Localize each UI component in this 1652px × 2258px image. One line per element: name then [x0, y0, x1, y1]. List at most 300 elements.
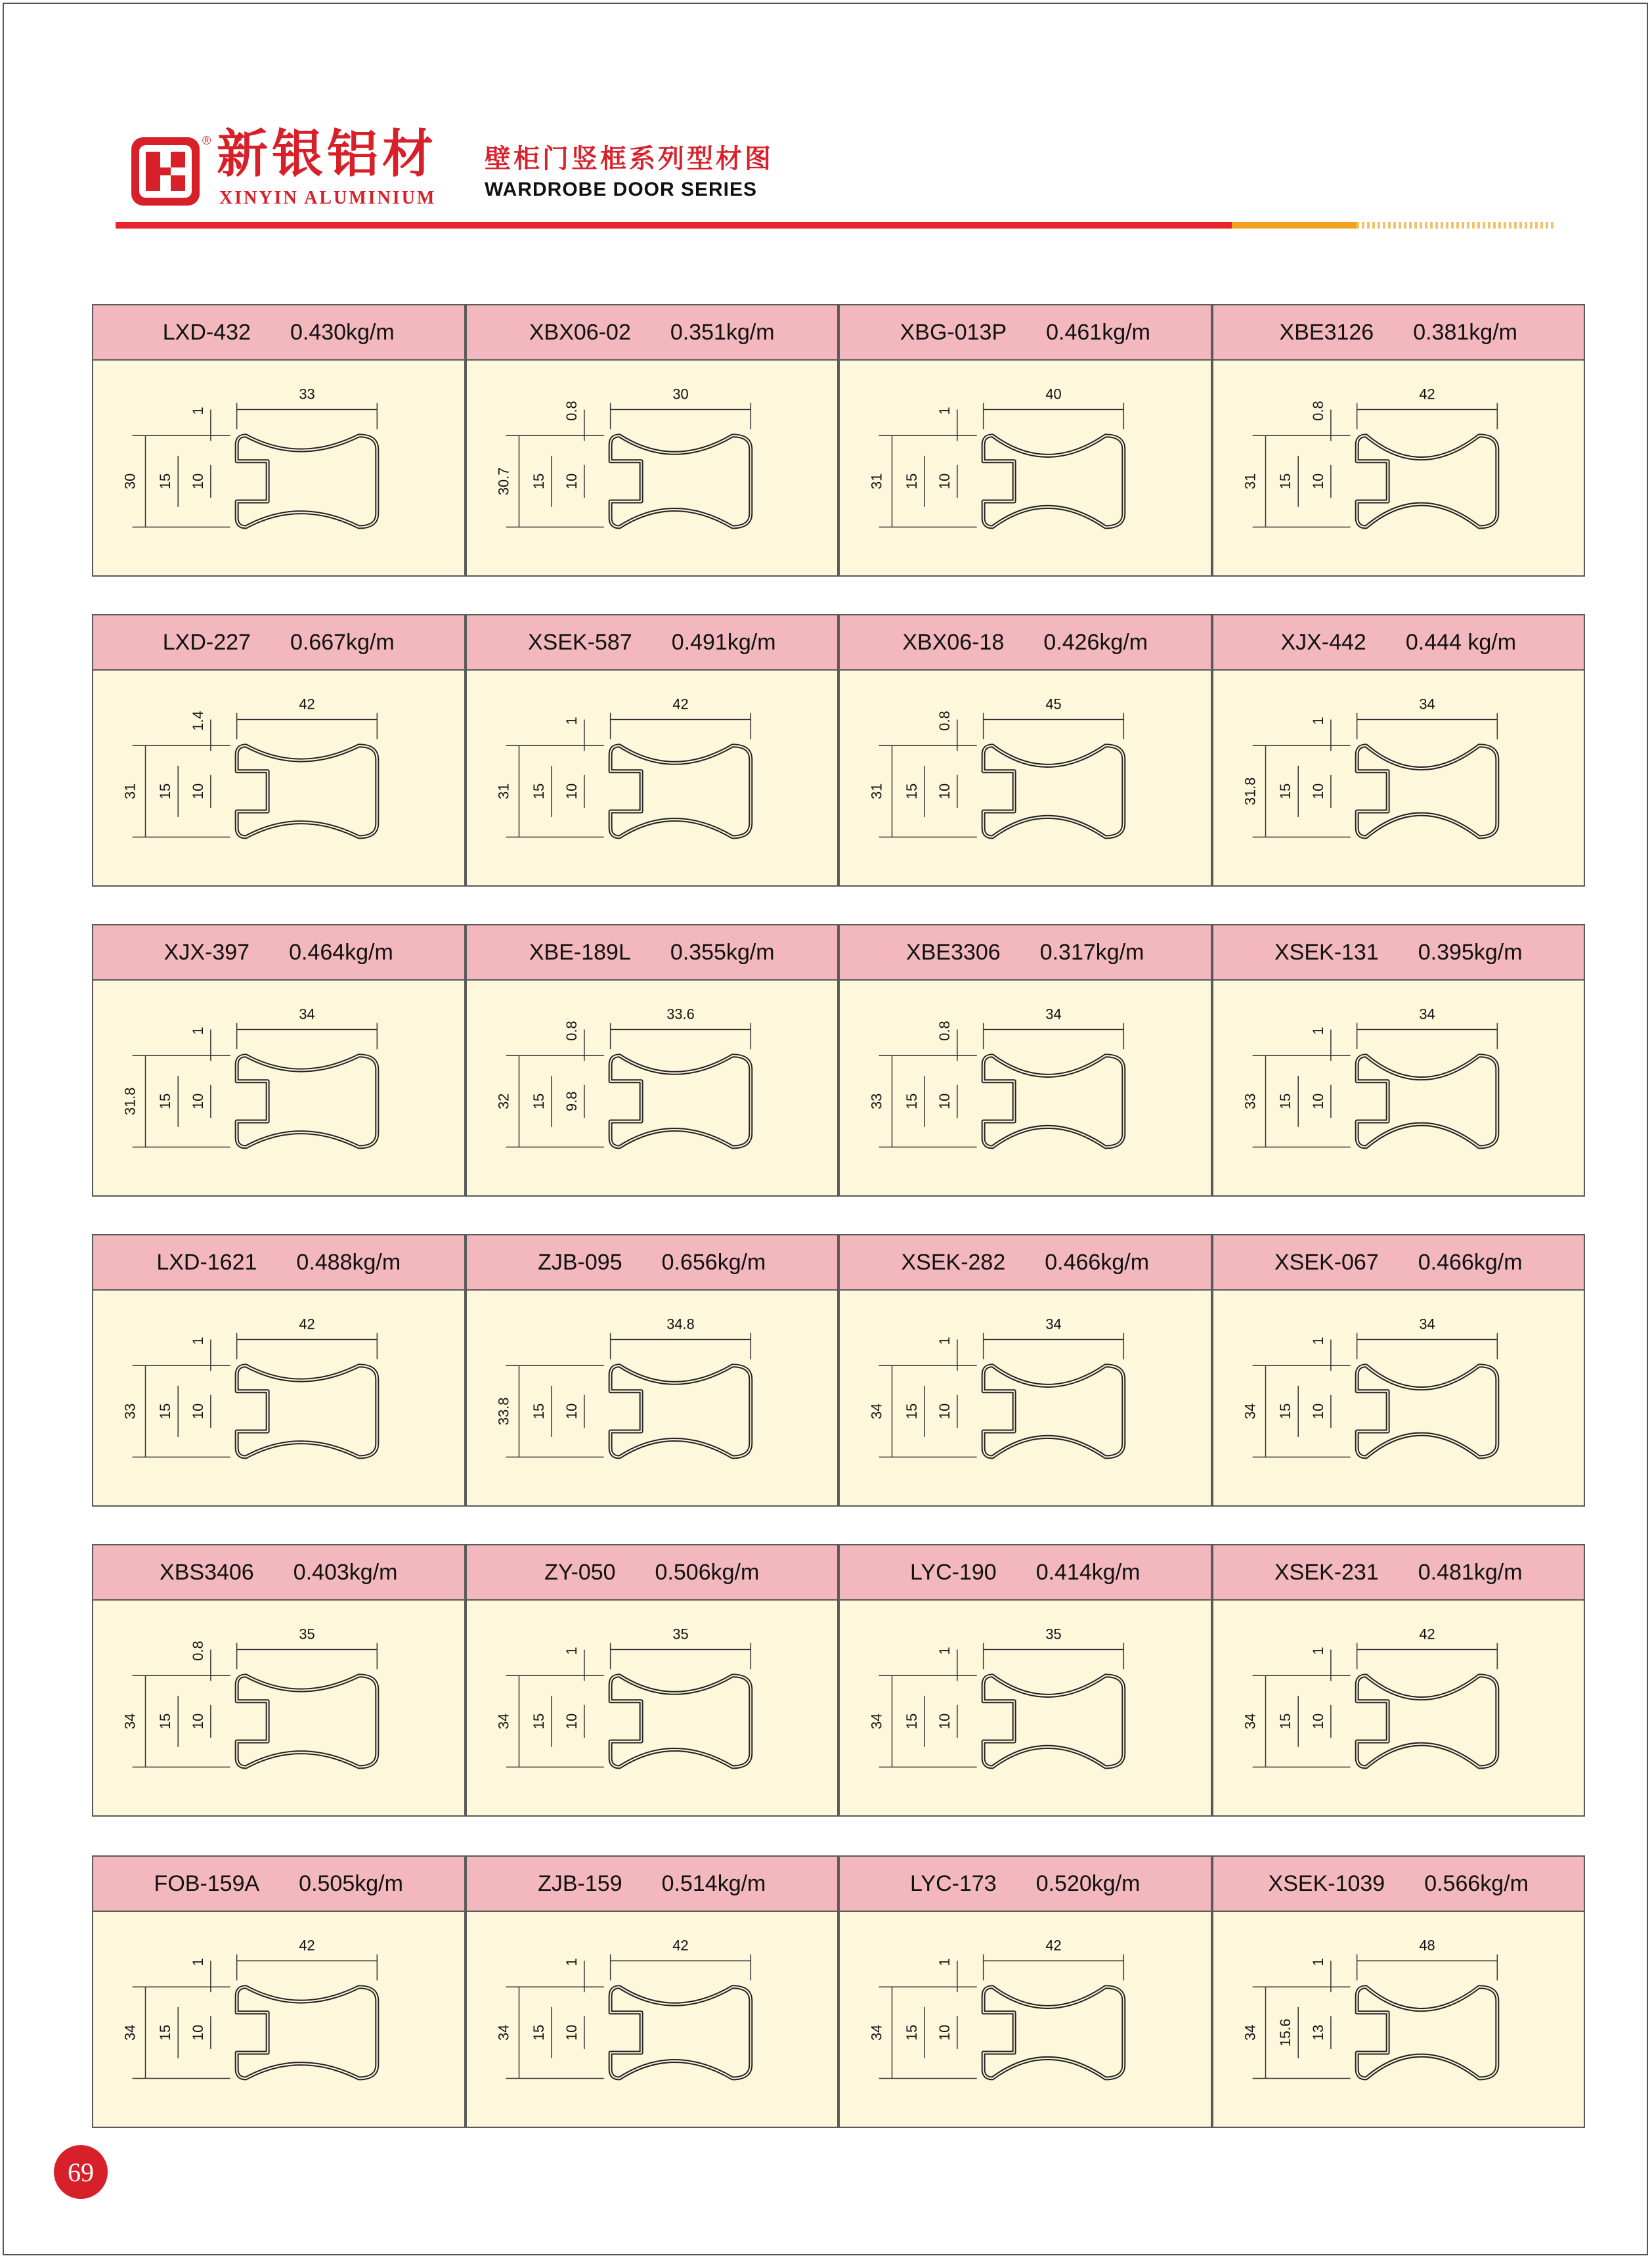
- wall-thickness-label: 1: [189, 1337, 206, 1345]
- profile-card: [92, 614, 466, 887]
- xinyin-logo: [129, 135, 202, 208]
- height-dimension-label: 31.8: [1241, 777, 1258, 806]
- profile-drawing-area: [93, 671, 464, 885]
- inner-dimension-label: 10: [936, 473, 953, 490]
- profile-cross-section-drawing: [1213, 1291, 1584, 1505]
- wall-thickness-label: 0.8: [936, 1021, 953, 1041]
- profile-card: [466, 924, 839, 1197]
- profile-card: [92, 1234, 466, 1507]
- profile-outline: [984, 435, 1124, 527]
- profile-row: [92, 924, 1585, 1197]
- profile-outline-inner: [984, 1987, 1124, 2078]
- profile-card: [466, 304, 839, 577]
- profile-drawing-area: [467, 1601, 838, 1815]
- profile-header: [840, 1235, 1211, 1291]
- profile-outline-inner: [610, 435, 750, 527]
- height-dimension-label: 33: [868, 1093, 885, 1110]
- profile-outline-inner: [1357, 1675, 1497, 1767]
- slot-dimension-label: 15: [157, 1713, 174, 1730]
- slot-dimension-label: 15: [903, 1713, 921, 1730]
- height-dimension-label: 31.8: [121, 1087, 139, 1116]
- profile-card: [1212, 1544, 1586, 1817]
- slot-dimension-label: 15: [530, 1093, 547, 1110]
- profile-card: [838, 1544, 1212, 1817]
- wall-thickness-label: 1: [1309, 717, 1326, 725]
- profile-drawing-area: [467, 981, 838, 1195]
- profile-drawing-area: [1213, 1291, 1584, 1505]
- profile-outline: [1357, 745, 1497, 837]
- profile-row: [92, 304, 1585, 577]
- wall-thickness-label: 1: [936, 1647, 953, 1655]
- height-dimension-label: 31: [494, 783, 511, 800]
- inner-dimension-label: 10: [936, 1403, 953, 1420]
- profile-card: [92, 304, 466, 577]
- wall-thickness-label: 1: [936, 407, 953, 415]
- profile-weight: 0.317kg/m: [1039, 939, 1144, 965]
- profile-weight: 0.481kg/m: [1418, 1559, 1523, 1585]
- profile-card: [838, 1855, 1212, 2128]
- height-dimension-label: 33: [1241, 1093, 1258, 1110]
- profile-outline: [1357, 1055, 1497, 1147]
- inner-dimension-label: 10: [936, 783, 953, 800]
- profile-outline: [237, 1055, 378, 1147]
- width-dimension-label: 34.8: [666, 1316, 695, 1333]
- wall-thickness-label: 1: [189, 407, 206, 415]
- page-number: 69: [54, 2145, 108, 2199]
- height-dimension-label: 34: [868, 2024, 885, 2041]
- profile-drawing-area: [467, 1291, 838, 1505]
- slot-dimension-label: 15: [157, 1403, 174, 1420]
- slot-dimension-label: 15: [157, 473, 174, 490]
- profile-code: XBE3126: [1279, 319, 1374, 345]
- profile-outline: [237, 1365, 378, 1457]
- profile-header: [467, 1857, 838, 1912]
- wall-thickness-label: 1: [563, 717, 580, 725]
- profile-card: [1212, 1855, 1586, 2128]
- profile-weight: 0.466kg/m: [1045, 1249, 1150, 1275]
- profile-header: [1213, 1235, 1584, 1291]
- profile-drawing-area: [1213, 1912, 1584, 2127]
- profile-drawing-area: [840, 1601, 1211, 1815]
- profile-code: FOB-159A: [154, 1871, 260, 1896]
- profile-cross-section-drawing: [467, 1601, 838, 1815]
- profile-weight: 0.514kg/m: [661, 1871, 766, 1896]
- profile-outline-inner: [1357, 1987, 1497, 2078]
- height-dimension-label: 32: [494, 1093, 511, 1110]
- profile-weight: 0.430kg/m: [290, 319, 395, 345]
- inner-dimension-label: 10: [1309, 1713, 1326, 1730]
- slot-dimension-label: 15: [1276, 783, 1293, 800]
- profile-drawing-area: [467, 361, 838, 575]
- height-dimension-label: 31: [1241, 473, 1258, 490]
- profile-cross-section-drawing: [1213, 1912, 1584, 2127]
- height-dimension-label: 34: [121, 1713, 139, 1730]
- profile-drawing-area: [840, 671, 1211, 885]
- header-rule-dots: [1357, 222, 1554, 229]
- slot-dimension-label: 15: [530, 1403, 547, 1420]
- profile-card: [92, 924, 466, 1197]
- slot-dimension-label: 15: [903, 2024, 921, 2041]
- profile-weight: 0.395kg/m: [1418, 939, 1523, 965]
- profile-cross-section-drawing: [840, 1291, 1211, 1505]
- profile-outline: [610, 1987, 750, 2078]
- profile-outline: [1357, 1675, 1497, 1767]
- series-title-cn: 壁柜门竖框系列型材图: [485, 144, 773, 174]
- slot-dimension-label: 15: [903, 1403, 921, 1420]
- profile-drawing-area: [1213, 1601, 1584, 1815]
- width-dimension-label: 35: [1045, 1626, 1062, 1643]
- profile-outline-inner: [610, 1365, 750, 1457]
- wall-thickness-label: 1: [563, 1647, 580, 1655]
- inner-dimension-label: 10: [563, 1403, 580, 1420]
- wall-thickness-label: 0.8: [189, 1641, 206, 1661]
- profile-cross-section-drawing: [467, 981, 838, 1195]
- height-dimension-label: 34: [494, 1713, 511, 1730]
- inner-dimension-label: 10: [189, 1713, 206, 1730]
- slot-dimension-label: 15: [157, 1093, 174, 1110]
- profile-header: [840, 925, 1211, 981]
- width-dimension-label: 42: [299, 696, 315, 713]
- width-dimension-label: 42: [1045, 1937, 1062, 1954]
- profile-header: [1213, 615, 1584, 671]
- slot-dimension-label: 15: [530, 783, 547, 800]
- profile-row: [92, 1855, 1585, 2128]
- profile-weight: 0.566kg/m: [1424, 1871, 1529, 1896]
- profile-cross-section-drawing: [93, 1291, 464, 1505]
- brand-name-en: XINYIN ALUMINIUM: [219, 188, 437, 208]
- inner-dimension-label: 10: [189, 473, 206, 490]
- profile-drawing-area: [840, 1291, 1211, 1505]
- profile-header: [467, 305, 838, 361]
- profile-code: ZY-050: [544, 1559, 616, 1585]
- inner-dimension-label: 10: [936, 1713, 953, 1730]
- profile-weight: 0.506kg/m: [655, 1559, 760, 1585]
- profile-outline: [610, 1365, 750, 1457]
- profile-outline-inner: [1357, 745, 1497, 837]
- profile-outline-inner: [610, 1987, 750, 2078]
- profile-card: [838, 614, 1212, 887]
- profile-code: LXD-432: [162, 319, 251, 345]
- profile-card: [838, 304, 1212, 577]
- inner-dimension-label: 9.8: [563, 1091, 580, 1112]
- wall-thickness-label: 1: [1309, 1027, 1326, 1035]
- inner-dimension-label: 10: [189, 1403, 206, 1420]
- slot-dimension-label: 15: [903, 1093, 921, 1110]
- profile-outline: [984, 1365, 1124, 1457]
- profile-weight: 0.488kg/m: [296, 1249, 401, 1275]
- inner-dimension-label: 10: [563, 473, 580, 490]
- width-dimension-label: 42: [299, 1316, 315, 1333]
- profile-card: [1212, 304, 1586, 577]
- profile-card: [466, 1234, 839, 1507]
- profile-header: [840, 1545, 1211, 1601]
- profile-outline: [237, 1675, 378, 1767]
- profile-card: [466, 1544, 839, 1817]
- inner-dimension-label: 10: [563, 2024, 580, 2041]
- profile-cross-section-drawing: [1213, 361, 1584, 575]
- profile-code: XJX-397: [163, 939, 250, 965]
- height-dimension-label: 31: [868, 473, 885, 490]
- profile-outline-inner: [984, 1055, 1124, 1147]
- profile-code: LYC-173: [910, 1871, 997, 1896]
- slot-dimension-label: 15: [157, 2024, 174, 2041]
- profile-cross-section-drawing: [93, 1601, 464, 1815]
- profile-outline-inner: [984, 1675, 1124, 1767]
- profile-header: [93, 1857, 464, 1912]
- width-dimension-label: 33: [299, 386, 315, 403]
- profile-outline: [1357, 1365, 1497, 1457]
- profile-cross-section-drawing: [1213, 671, 1584, 885]
- wall-thickness-label: 1: [1309, 1958, 1326, 1966]
- profile-cross-section-drawing: [93, 671, 464, 885]
- profile-drawing-area: [467, 671, 838, 885]
- profile-outline: [984, 1055, 1124, 1147]
- width-dimension-label: 35: [299, 1626, 315, 1643]
- profile-outline: [237, 1987, 378, 2078]
- profile-card: [838, 1234, 1212, 1507]
- profile-drawing-area: [93, 361, 464, 575]
- wall-thickness-label: 1: [1309, 1647, 1326, 1655]
- height-dimension-label: 34: [1241, 1403, 1258, 1420]
- height-dimension-label: 34: [494, 2024, 511, 2041]
- profile-weight: 0.444 kg/m: [1405, 629, 1517, 655]
- height-dimension-label: 31: [121, 783, 139, 800]
- profile-header: [93, 925, 464, 981]
- width-dimension-label: 34: [1045, 1316, 1062, 1333]
- profile-drawing-area: [840, 981, 1211, 1195]
- wall-thickness-label: 0.8: [563, 1021, 580, 1041]
- profile-cross-section-drawing: [1213, 1601, 1584, 1815]
- profile-weight: 0.351kg/m: [670, 319, 775, 345]
- header-rule-accent: [1232, 222, 1357, 229]
- slot-dimension-label: 15.6: [1276, 2018, 1293, 2047]
- profile-cross-section-drawing: [840, 671, 1211, 885]
- height-dimension-label: 34: [1241, 1713, 1258, 1730]
- profile-outline-inner: [1357, 1055, 1497, 1147]
- width-dimension-label: 34: [1418, 696, 1435, 713]
- inner-dimension-label: 10: [936, 1093, 953, 1110]
- profile-outline: [237, 435, 378, 527]
- width-dimension-label: 42: [1418, 386, 1435, 403]
- width-dimension-label: 42: [299, 1937, 315, 1954]
- width-dimension-label: 34: [299, 1006, 315, 1023]
- brand-name-cn: 新银铝材: [217, 124, 438, 184]
- width-dimension-label: 30: [672, 386, 689, 403]
- profile-drawing-area: [1213, 361, 1584, 575]
- wall-thickness-label: 1.4: [189, 711, 206, 731]
- width-dimension-label: 42: [672, 696, 689, 713]
- width-dimension-label: 42: [1418, 1626, 1435, 1643]
- profile-header: [467, 1545, 838, 1601]
- width-dimension-label: 34: [1418, 1316, 1435, 1333]
- profile-header: [93, 615, 464, 671]
- height-dimension-label: 34: [868, 1713, 885, 1730]
- profile-header: [840, 305, 1211, 361]
- profile-drawing-area: [93, 1912, 464, 2127]
- profile-weight: 0.505kg/m: [299, 1871, 403, 1896]
- profile-cross-section-drawing: [467, 671, 838, 885]
- profile-outline-inner: [610, 745, 750, 837]
- wall-thickness-label: 1: [563, 1958, 580, 1966]
- profile-outline: [984, 1987, 1124, 2078]
- slot-dimension-label: 15: [903, 473, 921, 490]
- series-title-en: WARDROBE DOOR SERIES: [485, 179, 758, 200]
- profile-cross-section-drawing: [467, 361, 838, 575]
- profile-cross-section-drawing: [93, 981, 464, 1195]
- slot-dimension-label: 15: [530, 2024, 547, 2041]
- inner-dimension-label: 10: [1309, 473, 1326, 490]
- wall-thickness-label: 1: [936, 1958, 953, 1966]
- height-dimension-label: 34: [868, 1403, 885, 1420]
- profile-drawing-area: [1213, 671, 1584, 885]
- inner-dimension-label: 13: [1309, 2024, 1326, 2041]
- profile-weight: 0.403kg/m: [293, 1559, 398, 1585]
- registered-mark: ®: [202, 134, 211, 147]
- profile-code: XSEK-067: [1274, 1249, 1379, 1275]
- profile-card: [1212, 614, 1586, 887]
- profile-weight: 0.466kg/m: [1418, 1249, 1523, 1275]
- profile-card: [1212, 924, 1586, 1197]
- inner-dimension-label: 10: [189, 1093, 206, 1110]
- slot-dimension-label: 15: [530, 1713, 547, 1730]
- profile-drawing-area: [840, 1912, 1211, 2127]
- inner-dimension-label: 10: [189, 783, 206, 800]
- profile-header: [1213, 305, 1584, 361]
- profile-outline-inner: [610, 1055, 750, 1147]
- profile-outline-inner: [1357, 1365, 1497, 1457]
- profile-weight: 0.461kg/m: [1046, 319, 1150, 345]
- profile-cross-section-drawing: [1213, 981, 1584, 1195]
- height-dimension-label: 34: [121, 2024, 139, 2041]
- width-dimension-label: 40: [1045, 386, 1062, 403]
- profile-code: XBX06-18: [902, 629, 1005, 655]
- profile-outline: [1357, 435, 1497, 527]
- profile-code: XSEK-231: [1274, 1559, 1379, 1585]
- profile-weight: 0.426kg/m: [1043, 629, 1148, 655]
- inner-dimension-label: 10: [1309, 1403, 1326, 1420]
- profile-code: XBS3406: [160, 1559, 254, 1585]
- profile-drawing-area: [93, 1601, 464, 1815]
- slot-dimension-label: 15: [157, 783, 174, 800]
- profile-weight: 0.414kg/m: [1035, 1559, 1141, 1585]
- profile-header: [467, 1235, 838, 1291]
- profile-outline-inner: [984, 435, 1124, 527]
- profile-outline-inner: [984, 745, 1124, 837]
- profile-drawing-area: [1213, 981, 1584, 1195]
- profile-code: ZJB-095: [538, 1249, 622, 1275]
- slot-dimension-label: 15: [530, 473, 547, 490]
- width-dimension-label: 42: [672, 1937, 689, 1954]
- inner-dimension-label: 10: [936, 2024, 953, 2041]
- profile-cross-section-drawing: [467, 1291, 838, 1505]
- profile-code: XSEK-1039: [1268, 1871, 1385, 1896]
- profile-card: [466, 614, 839, 887]
- wall-thickness-label: 1: [189, 1958, 206, 1966]
- profile-weight: 0.491kg/m: [671, 629, 776, 655]
- profile-outline: [610, 745, 750, 837]
- profile-cross-section-drawing: [840, 1912, 1211, 2127]
- profile-row: [92, 614, 1585, 887]
- profile-code: XBX06-02: [529, 319, 631, 345]
- profile-card: [838, 924, 1212, 1197]
- profile-outline: [610, 1675, 750, 1767]
- profile-row: [92, 1544, 1585, 1817]
- profile-header: [467, 615, 838, 671]
- profile-weight: 0.464kg/m: [289, 939, 393, 965]
- profile-weight: 0.381kg/m: [1413, 319, 1517, 345]
- profile-drawing-area: [840, 361, 1211, 575]
- height-dimension-label: 34: [1241, 2024, 1258, 2041]
- profile-cross-section-drawing: [840, 361, 1211, 575]
- profile-card: [92, 1855, 466, 2128]
- profile-weight: 0.520kg/m: [1035, 1871, 1141, 1896]
- profile-row: [92, 1234, 1585, 1507]
- profile-drawing-area: [93, 1291, 464, 1505]
- profile-drawing-area: [93, 981, 464, 1195]
- header-rule: [116, 222, 1232, 229]
- wall-thickness-label: 1: [189, 1027, 206, 1035]
- profile-code: LYC-190: [910, 1559, 997, 1585]
- height-dimension-label: 33: [121, 1403, 139, 1420]
- height-dimension-label: 33.8: [494, 1397, 511, 1426]
- profile-weight: 0.667kg/m: [290, 629, 395, 655]
- profile-outline: [984, 745, 1124, 837]
- profile-cross-section-drawing: [93, 1912, 464, 2127]
- profile-outline: [1357, 1987, 1497, 2078]
- profile-outline-inner: [1357, 435, 1497, 527]
- slot-dimension-label: 15: [1276, 473, 1293, 490]
- width-dimension-label: 45: [1045, 696, 1062, 713]
- profile-outline-inner: [984, 1365, 1124, 1457]
- width-dimension-label: 34: [1418, 1006, 1435, 1023]
- wall-thickness-label: 0.8: [936, 711, 953, 731]
- profile-code: ZJB-159: [538, 1871, 622, 1896]
- profile-code: XSEK-587: [527, 629, 632, 655]
- inner-dimension-label: 10: [1309, 783, 1326, 800]
- profile-outline: [610, 435, 750, 527]
- profile-card: [466, 1855, 839, 2128]
- inner-dimension-label: 10: [563, 1713, 580, 1730]
- profile-code: XBG-013P: [900, 319, 1007, 345]
- profile-outline: [984, 1675, 1124, 1767]
- profile-code: LXD-1621: [156, 1249, 257, 1275]
- width-dimension-label: 33.6: [666, 1006, 695, 1023]
- slot-dimension-label: 15: [1276, 1713, 1293, 1730]
- profile-header: [840, 615, 1211, 671]
- profile-code: XSEK-282: [901, 1249, 1006, 1275]
- profile-header: [93, 1235, 464, 1291]
- inner-dimension-label: 10: [189, 2024, 206, 2041]
- profile-header: [1213, 925, 1584, 981]
- slot-dimension-label: 15: [1276, 1093, 1293, 1110]
- profile-code: XJX-442: [1280, 629, 1366, 655]
- profile-outline: [610, 1055, 750, 1147]
- inner-dimension-label: 10: [563, 783, 580, 800]
- width-dimension-label: 34: [1045, 1006, 1062, 1023]
- profile-outline-inner: [610, 1675, 750, 1767]
- profile-code: LXD-227: [162, 629, 251, 655]
- profile-header: [93, 1545, 464, 1601]
- slot-dimension-label: 15: [1276, 1403, 1293, 1420]
- profile-header: [840, 1857, 1211, 1912]
- wall-thickness-label: 0.8: [563, 401, 580, 421]
- profile-weight: 0.355kg/m: [670, 939, 775, 965]
- wall-thickness-label: 1: [936, 1337, 953, 1345]
- profile-cross-section-drawing: [840, 981, 1211, 1195]
- profile-code: XSEK-131: [1274, 939, 1379, 965]
- profile-drawing-area: [467, 1912, 838, 2127]
- profile-cross-section-drawing: [93, 361, 464, 575]
